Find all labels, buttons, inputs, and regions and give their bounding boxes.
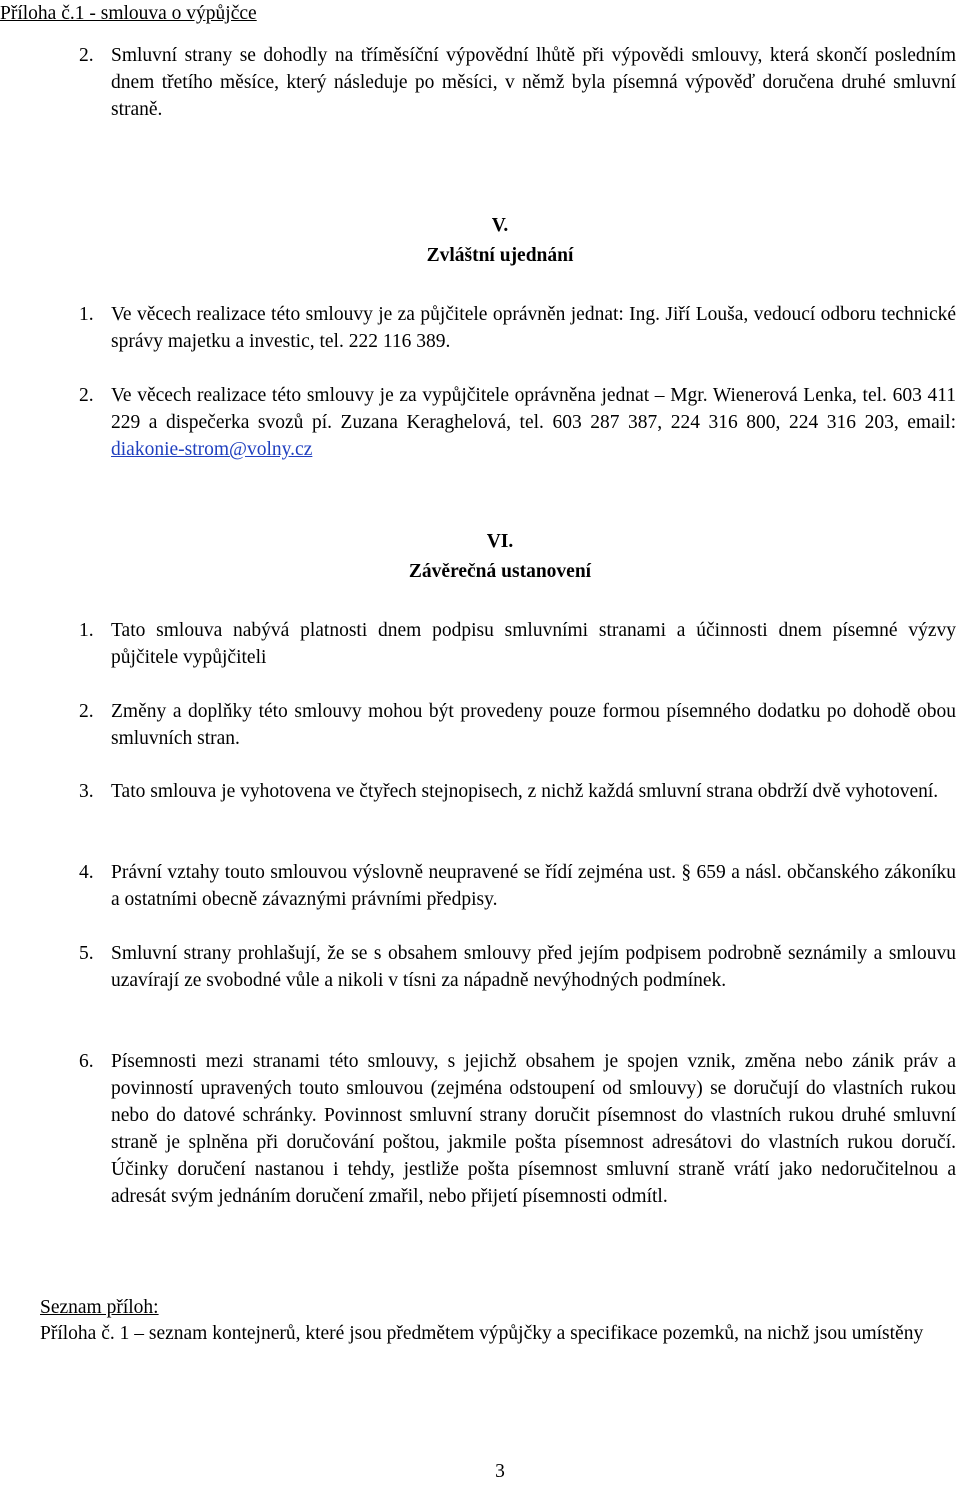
clause-number: 3. <box>79 781 94 802</box>
section-v-item-1 <box>79 301 956 355</box>
section-vi-title: Závěrečná ustanovení <box>408 561 592 582</box>
section-v-title: Zvláštní ujednání <box>426 245 574 266</box>
clause-text <box>111 382 956 463</box>
section-vi-item-2 <box>79 698 956 752</box>
clause-number: 2. <box>79 701 94 722</box>
clause-number: 6. <box>79 1051 94 1072</box>
clause-intro-2 <box>79 42 956 123</box>
section-vi-item-1 <box>79 617 956 671</box>
section-v-item-2 <box>79 382 956 463</box>
clause-number: 2. <box>79 385 94 406</box>
clause-number: 5. <box>79 943 94 964</box>
clause-text: Smluvní strany se dohodly na tříměsíční výpovědní lhůtě při výpovědi smlouvy, která skončí posledním dnem třetího měsíce, který následuje po měsíci, v němž byla písemná výpověď doručena druhé smluvní straně. <box>111 45 956 120</box>
section-vi-item-6 <box>79 1048 956 1210</box>
clause-text-content: Ve věcech realizace této smlouvy je za vypůjčitele oprávněna jednat – Mgr. Wienerová Lenka, tel. 603 411 229 a dispečerka svozů pí. Zuzana Keraghelová, tel. 603 287 387, 224 316 800, 224 316 203, email: <box>111 385 956 433</box>
clause-text: Smluvní strany prohlašují, že se s obsahem smlouvy před jejím podpisem podrobně seznámily a smlouvu uzavírají ze svobodné vůle a nikoli v tísni za nápadně nevýhodných podmínek. <box>111 943 956 991</box>
attachments-title: Seznam příloh: <box>40 1297 159 1318</box>
email-link[interactable]: diakonie-strom@volny.cz <box>111 439 313 460</box>
clause-number: 1. <box>79 620 94 641</box>
document-header: Příloha č.1 - smlouva o výpůjčce <box>0 3 257 24</box>
clause-text: Tato smlouva je vyhotovena ve čtyřech stejnopisech, z nichž každá smluvní strana obdrží dvě vyhotovení. <box>111 781 939 802</box>
clause-text: Změny a doplňky této smlouvy mohou být provedeny pouze formou písemného dodatku po dohodě obou smluvních stran. <box>111 701 956 749</box>
clause-number: 2. <box>79 45 94 66</box>
clause-number: 1. <box>79 304 94 325</box>
page-number: 3 <box>495 1461 505 1482</box>
clause-text: Ve věcech realizace této smlouvy je za půjčitele oprávněn jednat: Ing. Jiří Louša, vedoucí odboru technické správy majetku a investic, tel. 222 116 389. <box>111 304 956 352</box>
section-vi-item-4 <box>79 859 956 913</box>
section-vi-number: VI. <box>486 531 514 552</box>
clause-text: Právní vztahy touto smlouvou výslovně neupravené se řídí zejména ust. § 659 a násl. občanského zákoníku a ostatními obecně závaznými právními předpisy. <box>111 862 956 910</box>
clause-text: Tato smlouva nabývá platnosti dnem podpisu smluvními stranami a účinnosti dnem písemné výzvy půjčitele vypůjčiteli <box>111 620 956 668</box>
attachments-text: Příloha č. 1 – seznam kontejnerů, které jsou předmětem výpůjčky a specifikace pozemků, na nichž jsou umístěny <box>40 1323 924 1344</box>
section-vi-item-5 <box>79 940 956 994</box>
clause-text: Písemnosti mezi stranami této smlouvy, s jejichž obsahem je spojen vznik, změna nebo zánik práv a povinností upravených touto smlouvou (zejména odstoupení od smlouvy) se doručují do vlastních rukou nebo do datové schránky. Povinnost smluvní strany doručit písemnost do vlastních rukou druhé smluvní straně je splněna při doručování poštou, jakmile pošta písemnost adresátovi do vlastních rukou doručí. Účinky doručení nastanou i tehdy, jestliže pošta písemnost smluvní straně vrátí jako nedoručitelnou a adresát svým jednáním doručení zmařil, nebo přijetí písemnosti odmítl. <box>111 1051 956 1207</box>
section-v-number: V. <box>491 215 509 236</box>
clause-number: 4. <box>79 862 94 883</box>
section-vi-item-3 <box>79 778 956 805</box>
